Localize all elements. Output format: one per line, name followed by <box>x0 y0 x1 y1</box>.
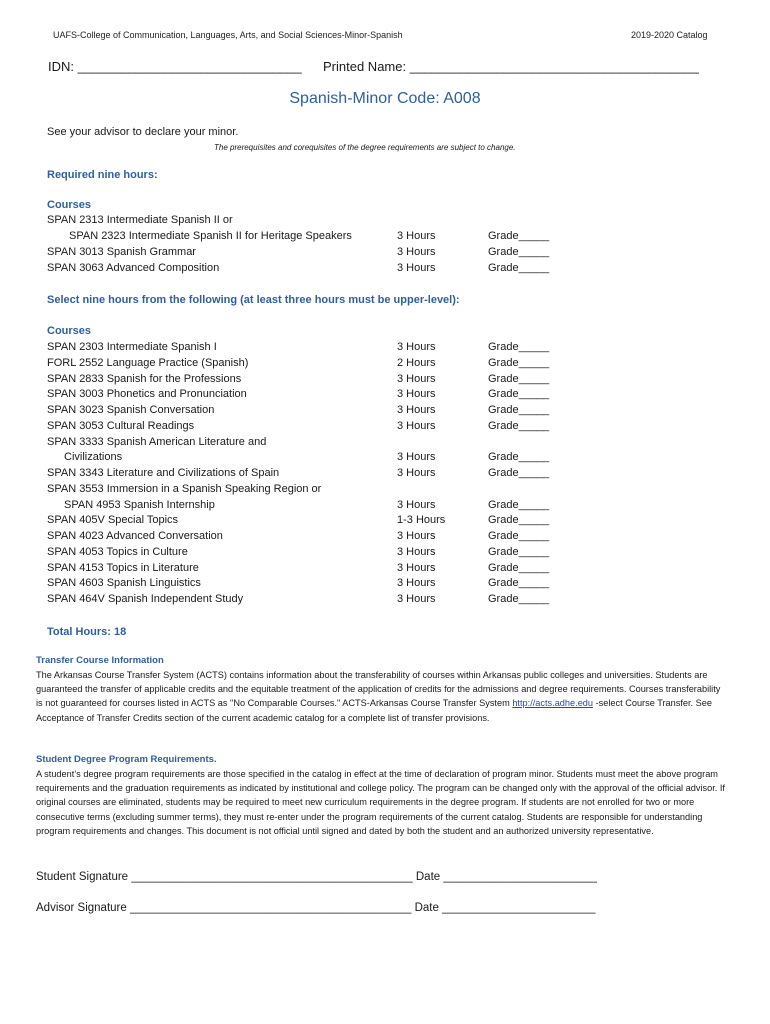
course-hours: 3 Hours <box>397 451 436 464</box>
course-hours: 3 Hours <box>397 530 436 542</box>
course-name: SPAN 3003 Phonetics and Pronunciation <box>47 388 247 401</box>
course-name: SPAN 4023 Advanced Conversation <box>47 530 223 542</box>
course-grade-field: Grade_____ <box>488 229 550 242</box>
course-name: SPAN 2313 Intermediate Spanish II or <box>47 214 233 226</box>
course-name: SPAN 2323 Intermediate Spanish II for Heritage Speakers <box>69 229 352 242</box>
course-hours: 3 Hours <box>397 229 436 242</box>
course-name: SPAN 3023 Spanish Conversation <box>47 404 215 416</box>
course-hours: 3 Hours <box>397 372 436 385</box>
course-grade-field: Grade_____ <box>488 577 550 590</box>
course-name: SPAN 3343 Literature and Civilizations of Spain <box>47 467 280 479</box>
course-grade-field: Grade_____ <box>488 261 550 274</box>
course-name: SPAN 2303 Intermediate Spanish I <box>47 341 217 353</box>
course-grade-field: Grade_____ <box>488 404 550 416</box>
course-hours: 2 Hours <box>397 356 436 369</box>
course-name: SPAN 3013 Spanish Grammar <box>47 245 196 258</box>
course-grade-field: Grade_____ <box>488 419 550 432</box>
elective-heading: Select nine hours from the following (at least three hours must be upper-level): <box>47 294 460 306</box>
course-name: SPAN 4153 Topics in Literature <box>47 561 199 574</box>
course-grade-field: Grade_____ <box>488 356 550 369</box>
student-req-title: Student Degree Program Requirements. <box>36 754 217 765</box>
course-grade-field: Grade_____ <box>488 593 550 605</box>
course-hours: 3 Hours <box>397 261 436 274</box>
transfer-title: Transfer Course Information <box>36 655 164 666</box>
course-hours: 3 Hours <box>397 498 436 511</box>
course-name: SPAN 4953 Spanish Internship <box>64 498 215 511</box>
transfer-text-1: The Arkansas Course Transfer System (ACTS) contains information about the transferability of courses within Arkansas public colleges and universities. Students are guaranteed the transfer of applicable credits and the equitable treatment of the application of credits for the admissions and degree requirements. Courses transferability is not guaranteed for courses listed in ACTS as "No Comparable Courses." ACTS-Arkansas Course Transfer System <box>36 670 721 709</box>
advisor-note: See your advisor to declare your minor. <box>47 126 239 138</box>
course-hours: 3 Hours <box>397 419 436 432</box>
course-name: SPAN 464V Spanish Independent Study <box>47 593 244 605</box>
elective-courses-label: Courses <box>47 325 92 337</box>
total-hours: Total Hours: 18 <box>47 626 127 638</box>
course-grade-field: Grade_____ <box>488 372 550 385</box>
course-grade-field: Grade_____ <box>488 530 550 542</box>
idn-field: IDN: _______________________________ <box>48 59 302 74</box>
course-name: Civilizations <box>64 451 123 464</box>
course-name: SPAN 405V Special Topics <box>47 514 179 527</box>
header-catalog-path: UAFS-College of Communication, Languages, Arts, and Social Sciences-Minor-Spanish <box>53 30 403 40</box>
course-name: FORL 2552 Language Practice (Spanish) <box>47 356 249 369</box>
course-grade-field: Grade_____ <box>488 388 550 401</box>
required-courses-label: Courses <box>47 199 92 211</box>
printed-name-field: Printed Name: ________________________________________ <box>323 59 699 74</box>
course-grade-field: Grade_____ <box>488 467 550 479</box>
course-grade-field: Grade_____ <box>488 514 550 527</box>
course-name: SPAN 3553 Immersion in a Spanish Speaking Region or <box>47 482 322 495</box>
page-title: Spanish-Minor Code: A008 <box>289 90 481 107</box>
transfer-text-2: -select Course Transfer. See Acceptance of Transfer Credits section of the current academic catalog for a complete list of transfer provisions. <box>36 698 713 723</box>
course-hours: 3 Hours <box>397 593 436 605</box>
course-name: SPAN 3053 Cultural Readings <box>47 419 195 432</box>
student-req-paragraph: A student’s degree program requirements are those specified in the catalog in effect at the time of declaration of program minor. Students must meet the above program requirements and the graduation requirements as indicated by institutional and college policy. The program can be changed only with the approval of the official advisor. If original courses are eliminated, students may be required to meet new curriculum requirements in the degree program. If students are not enrolled for two or more consecutive terms (excluding summer terms), they must re-enter under the program requirements of the current catalog. Students are responsible for understanding program requirements and changes. This document is not official until signed and dated by both the student and an authorized university representative. <box>36 769 725 836</box>
course-grade-field: Grade_____ <box>488 245 550 258</box>
transfer-paragraph <box>36 668 726 725</box>
header-catalog-year: 2019-2020 Catalog <box>631 30 708 40</box>
course-hours: 3 Hours <box>397 388 436 401</box>
course-grade-field: Grade_____ <box>488 545 550 558</box>
course-grade-field: Grade_____ <box>488 451 550 464</box>
course-name: SPAN 3333 Spanish American Literature and <box>47 435 267 448</box>
course-hours: 3 Hours <box>397 467 436 479</box>
prereq-note: The prerequisites and corequisites of the degree requirements are subject to change. <box>214 143 516 152</box>
acts-link[interactable]: http://acts.adhe.edu <box>512 698 594 709</box>
course-name: SPAN 2833 Spanish for the Professions <box>47 372 242 385</box>
course-hours: 3 Hours <box>397 404 436 416</box>
course-name: SPAN 4603 Spanish Linguistics <box>47 577 201 590</box>
advisor-signature-line: Advisor Signature ____________________________________________ Date ________________________ <box>36 902 596 914</box>
course-name: SPAN 4053 Topics in Culture <box>47 545 188 558</box>
course-hours: 1-3 Hours <box>397 514 446 527</box>
course-hours: 3 Hours <box>397 577 436 590</box>
required-heading: Required nine hours: <box>47 169 158 181</box>
course-hours: 3 Hours <box>397 545 436 558</box>
course-hours: 3 Hours <box>397 341 436 353</box>
course-hours: 3 Hours <box>397 245 436 258</box>
course-grade-field: Grade_____ <box>488 561 550 574</box>
course-name: SPAN 3063 Advanced Composition <box>47 261 220 274</box>
course-hours: 3 Hours <box>397 561 436 574</box>
course-grade-field: Grade_____ <box>488 341 550 353</box>
student-signature-line: Student Signature ____________________________________________ Date ________________________ <box>36 871 597 883</box>
course-grade-field: Grade_____ <box>488 498 550 511</box>
